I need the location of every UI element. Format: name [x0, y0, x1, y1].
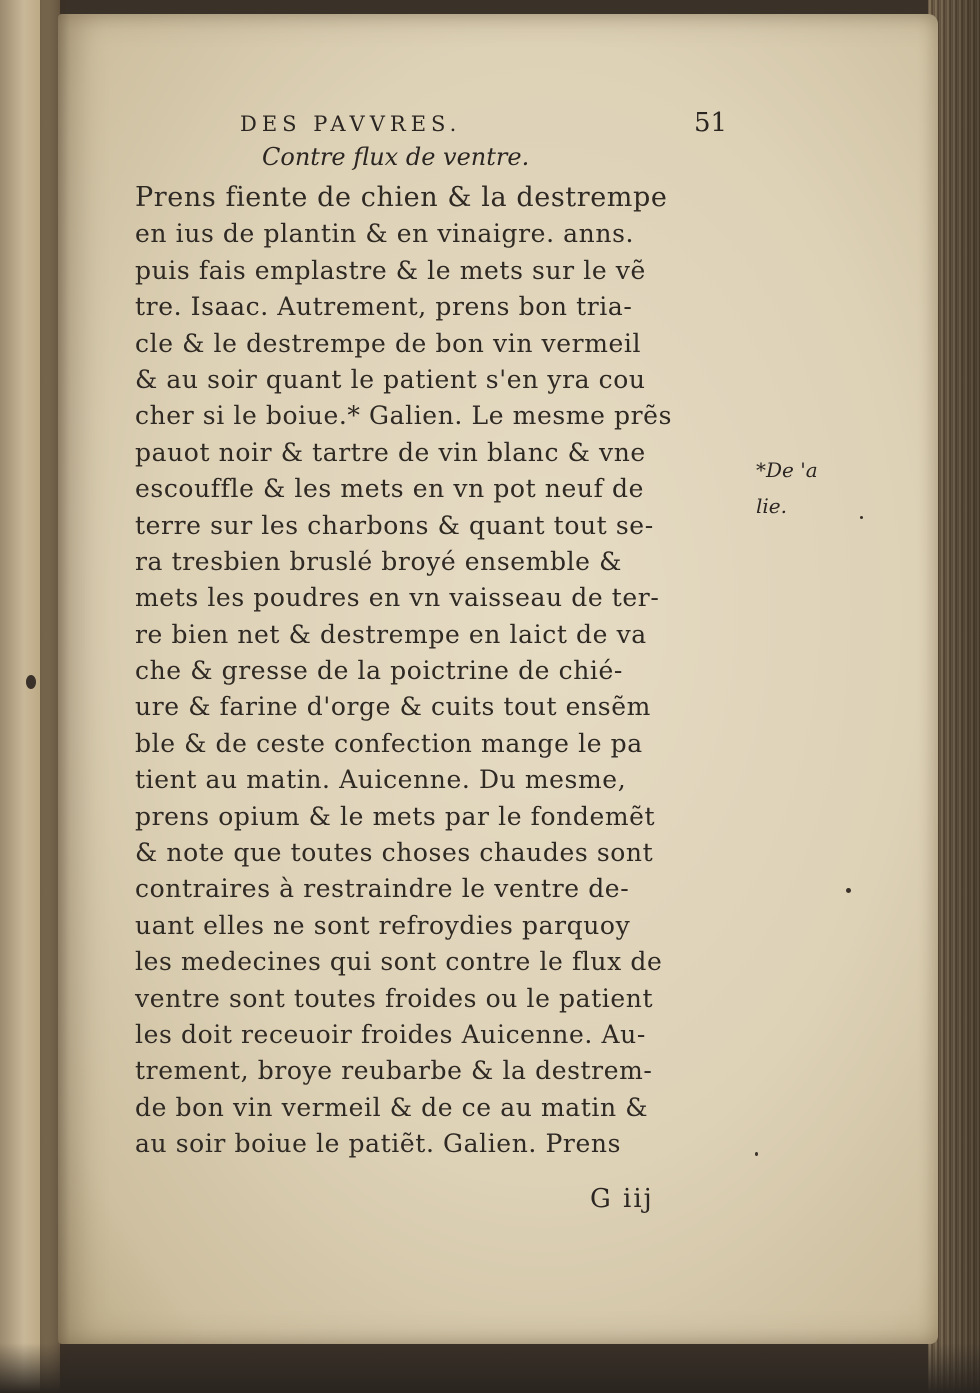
ink-speck [755, 1152, 758, 1156]
text-line: tient au matin. Auicenne. Du mesme, [135, 765, 627, 795]
text-line: & au soir quant le patient s'en yra cou [135, 364, 646, 394]
text-line: & note que toutes choses chaudes sont [135, 838, 654, 868]
text-line: ble & de ceste confection mange le pa [135, 728, 643, 758]
margin-note-line: lie. [756, 494, 787, 518]
text-line: en ius de plantin & en vinaigre. anns. [135, 219, 635, 249]
gutter-shadow [40, 0, 70, 1393]
text-line: les doit receuoir froides Auicenne. Au- [135, 1019, 646, 1049]
body-text [135, 180, 747, 1163]
text-line: tre. Isaac. Autrement, prens bon tria- [135, 292, 633, 322]
running-head: DES PAVVRES. [240, 112, 462, 136]
signature-mark: G iij [590, 1184, 654, 1214]
text-line: mets les poudres en vn vaisseau de ter- [135, 583, 660, 613]
text-line: les medecines qui sont contre le flux de [135, 947, 663, 977]
text-line: che & gresse de la poictrine de chié- [135, 656, 623, 686]
text-line: terre sur les charbons & quant tout se- [135, 510, 654, 540]
text-line: ventre sont toutes froides ou le patient [135, 983, 654, 1013]
text-line: re bien net & destrempe en laict de va [135, 619, 647, 649]
text-line: prens opium & le mets par le fondemẽt [135, 801, 656, 831]
text-line: au soir boiue le patiẽt. Galien. Prens [135, 1129, 621, 1159]
ink-speck [860, 516, 863, 519]
ink-speck [846, 888, 851, 893]
text-line: contraires à restraindre le ventre de- [135, 874, 630, 904]
text-line: escouffle & les mets en vn pot neuf de [135, 474, 644, 504]
ink-speck [26, 675, 36, 689]
text-line: de bon vin vermeil & de ce au matin & [135, 1092, 649, 1122]
text-line: cle & le destrempe de bon vin vermeil [135, 328, 642, 358]
text-line: puis fais emplastre & le mets sur le vẽ [135, 255, 646, 285]
text-line: cher si le boiue.* Galien. Le mesme prẽs [135, 401, 673, 431]
text-line: pauot noir & tartre de vin blanc & vne [135, 437, 646, 467]
text-line: ra tresbien bruslé broyé ensemble & [135, 546, 622, 576]
text-line: trement, broye reubarbe & la destrem- [135, 1056, 653, 1086]
text-line: Prens fiente de chien & la destrempe [135, 182, 668, 213]
text-line: ure & farine d'orge & cuits tout ensẽm [135, 692, 651, 722]
text-line: uant elles ne sont refroydies parquoy [135, 910, 631, 940]
page-number: 51 [694, 108, 728, 138]
section-heading: Contre flux de ventre. [262, 143, 530, 171]
margin-note [756, 452, 818, 524]
margin-note-line: *De 'a [756, 458, 818, 482]
scan-bottom-shadow [0, 1343, 980, 1393]
